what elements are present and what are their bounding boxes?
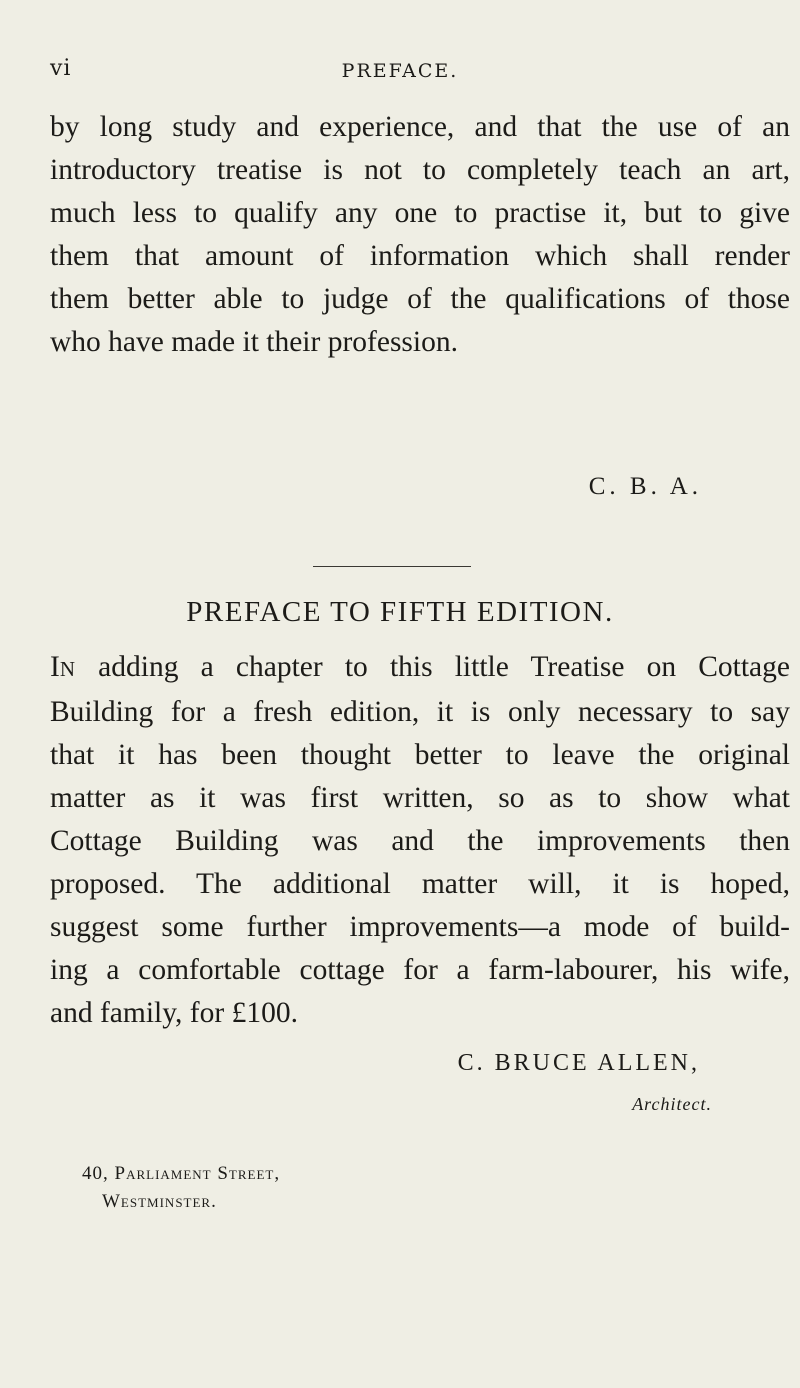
line-text: adding a chapter to this little Treatise on Cottage (76, 651, 790, 683)
running-title: PREFACE. (341, 60, 459, 82)
section-heading (0, 596, 800, 629)
address-line-1: 40, Parliament Street, (82, 1163, 281, 1184)
section-divider (313, 566, 471, 567)
text-line: matter as it was first written, so as to show what (50, 782, 790, 814)
small-caps-initial: I (50, 651, 60, 683)
address-line-2: Westminster. (102, 1191, 217, 1212)
text-line: them better able to judge of the qualifications of those (50, 283, 790, 315)
text-line: that it has been thought better to leave the original (50, 739, 790, 771)
text-line: ing a comfortable cottage for a farm-labourer, his wife, (50, 954, 790, 986)
small-caps-rest: N (59, 657, 76, 681)
page-number: vi (50, 56, 72, 81)
fifth-edition-paragraph (50, 646, 790, 1035)
text-line: them that amount of information which shall render (50, 240, 790, 272)
text-line (50, 646, 790, 691)
text-line: and family, for £100. (50, 997, 298, 1029)
text-line: who have made it their profession. (50, 326, 458, 358)
text-line: by long study and experience, and that the use of an (50, 111, 790, 143)
text-line: introductory treatise is not to completely teach an art, (50, 154, 790, 186)
text-line: suggest some further improvements—a mode of build- (50, 911, 790, 943)
author-role: Architect. (632, 1094, 712, 1114)
section-heading-text: PREFACE TO FIFTH EDITION. (186, 596, 614, 628)
author-initials: C. B. A. (588, 473, 702, 500)
text-line: Cottage Building was and the improvements then (50, 825, 790, 857)
author-signature: C. BRUCE ALLEN, (457, 1050, 700, 1076)
text-line: much less to qualify any one to practise it, but to give (50, 197, 790, 229)
text-line: proposed. The additional matter will, it is hoped, (50, 868, 790, 900)
preface-closing-paragraph (50, 106, 790, 364)
text-line: Building for a fresh edition, it is only necessary to say (50, 696, 790, 728)
author-address (82, 1160, 280, 1216)
running-head (50, 56, 750, 86)
